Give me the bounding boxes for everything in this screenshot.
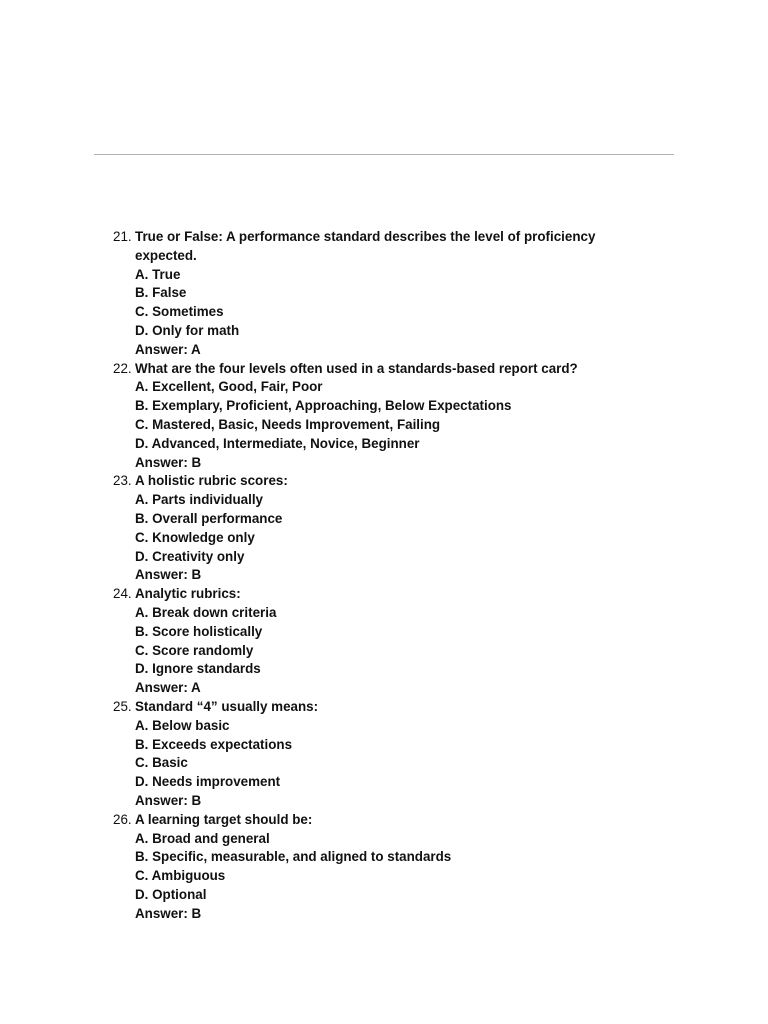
question-number: 23. [113,473,132,489]
option-b: B. False [135,285,187,301]
option-a: A. Broad and general [135,830,270,846]
option-b: B. Overall performance [135,510,283,526]
question-item [0,698,615,811]
question-number: 25. [113,698,132,714]
option-c: C. Score randomly [135,642,254,658]
answer-line: Answer: B [135,792,202,808]
option-b: B. Exceeds expectations [135,736,293,752]
option-c: C. Ambiguous [135,868,226,884]
option-d: D. Needs improvement [135,774,281,790]
question-text: A holistic rubric scores: [135,473,288,489]
question-item [0,360,615,473]
answer-line: Answer: B [135,454,202,470]
option-c: C. Mastered, Basic, Needs Improvement, Failing [135,416,441,432]
option-b: B. Exemplary, Proficient, Approaching, Below Expectations [135,398,512,414]
question-number: 21. [113,229,132,244]
question-text: What are the four levels often used in a standards-based report card? [135,360,578,376]
question-item [0,811,615,924]
option-a: A. Excellent, Good, Fair, Poor [135,379,323,395]
question-text: Standard “4” usually means: [135,698,319,714]
question-number: 24. [113,586,132,602]
question-text: Analytic rubrics: [135,586,241,602]
option-d: D. Advanced, Intermediate, Novice, Beginner [135,435,420,451]
option-c: C. Knowledge only [135,529,255,545]
option-b: B. Score holistically [135,623,263,639]
option-d: D. Ignore standards [135,661,261,677]
option-c: C. Basic [135,755,188,771]
option-d: D. Optional [135,886,207,902]
question-number: 22. [113,360,132,376]
option-b: B. Specific, measurable, and aligned to standards [135,849,452,865]
question-number: 26. [113,811,132,827]
question-list [0,228,768,923]
question-item [0,472,615,585]
option-a: A. Break down criteria [135,604,277,620]
option-a: A. True [135,266,181,282]
question-text: A learning target should be: [135,811,313,827]
option-d: D. Only for math [135,322,240,338]
question-text: True or False: A performance standard describes the level of proficiency expected. [135,229,596,263]
question-item [0,228,615,360]
answer-line: Answer: B [135,567,202,583]
option-d: D. Creativity only [135,548,245,564]
horizontal-divider [94,154,674,155]
option-a: A. Below basic [135,717,230,733]
question-item [0,585,615,698]
answer-line: Answer: A [135,680,201,696]
option-c: C. Sometimes [135,304,224,320]
answer-line: Answer: B [135,905,202,921]
answer-line: Answer: A [135,341,201,357]
option-a: A. Parts individually [135,492,263,508]
